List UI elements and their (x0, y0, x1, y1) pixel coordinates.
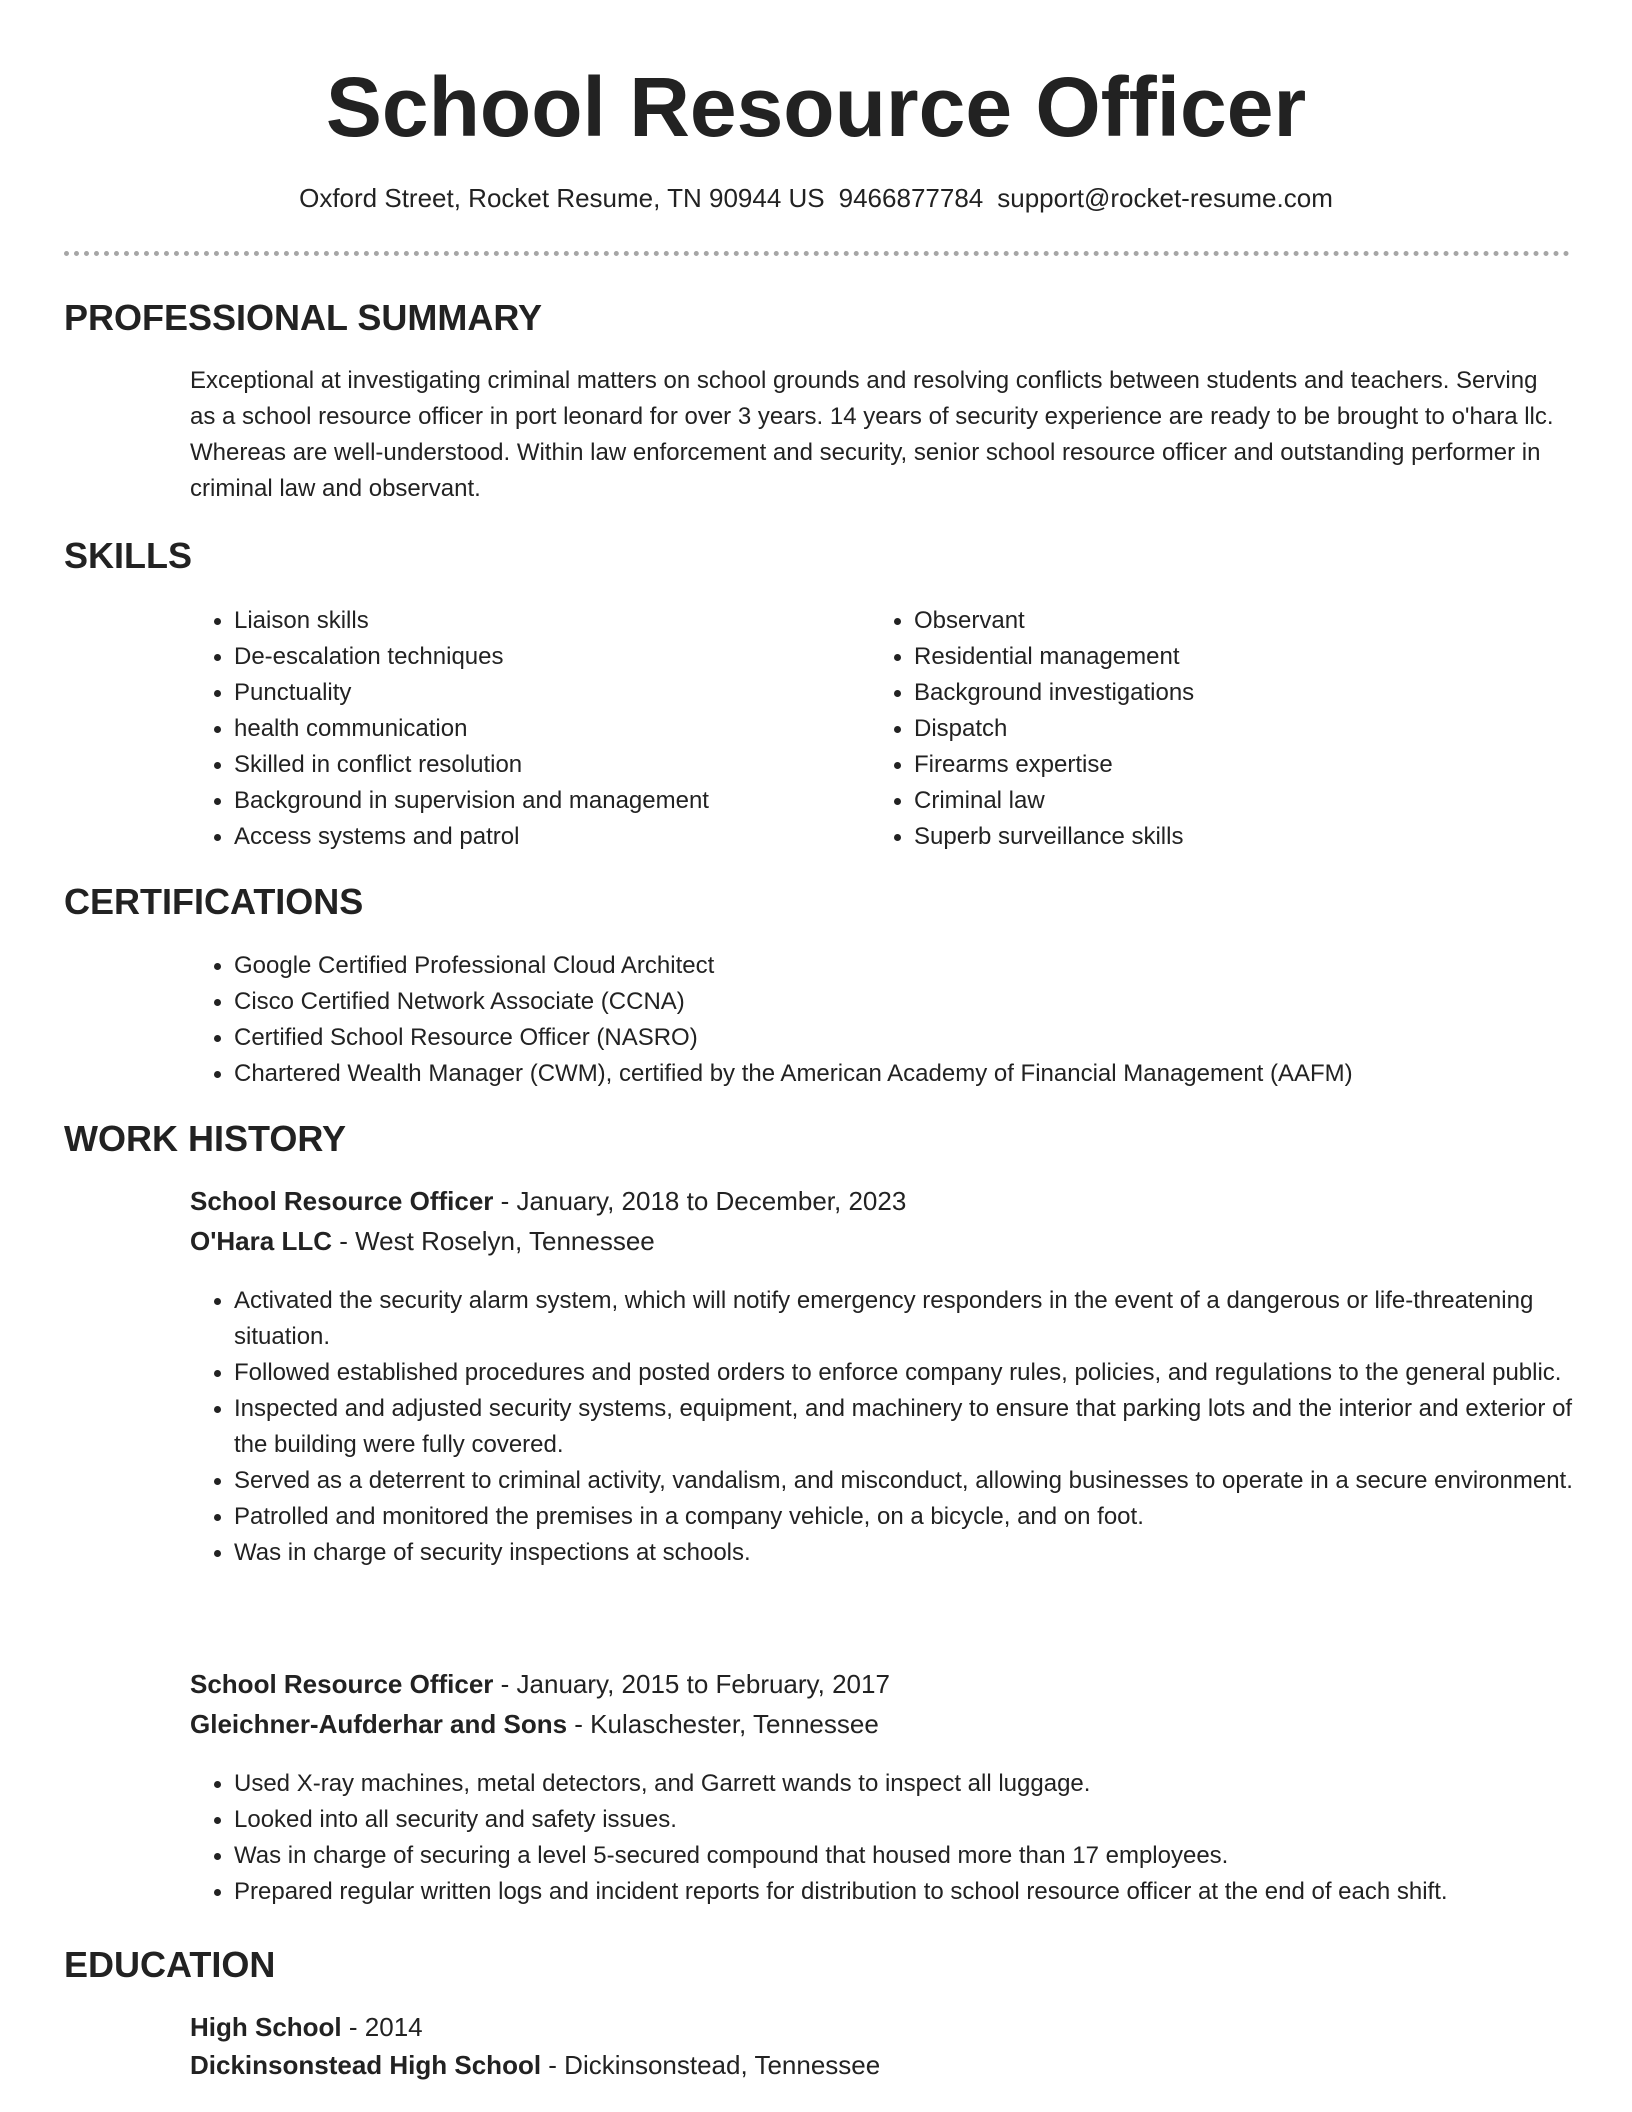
skill-item: • Liaison skills (234, 603, 854, 639)
skills-list-left (190, 603, 854, 855)
skill-item: • Dispatch (914, 711, 1534, 747)
job-bullet: • Used X-ray machines, metal detectors, and Garrett wands to inspect all luggage. (234, 1766, 1604, 1802)
skill-item: • Background in supervision and management (234, 783, 854, 819)
job-bullet: • Prepared regular written logs and incident reports for distribution to school resource officer at the end of each shift. (234, 1874, 1604, 1910)
job-company: O'Hara LLC (190, 1226, 332, 1256)
job-title-line (190, 1666, 890, 1702)
header-divider (64, 251, 1570, 256)
certifications-list (190, 948, 1604, 1092)
job-bullet: • Served as a deterrent to criminal activity, vandalism, and misconduct, allowing businesses to operate in a secure environment. (234, 1463, 1604, 1499)
certifications-heading: CERTIFICATIONS (64, 881, 364, 922)
resume-name: School Resource Officer (325, 60, 1307, 154)
education-heading: EDUCATION (64, 1944, 276, 1985)
skill-item: • Observant (914, 603, 1534, 639)
skill-item: • health communication (234, 711, 854, 747)
skill-item: • Superb surveillance skills (914, 819, 1534, 855)
job-bullet: • Looked into all security and safety issues. (234, 1802, 1604, 1838)
education-location: - Dickinsonstead, Tennessee (541, 2050, 881, 2080)
job-bullet: • Was in charge of security inspections at schools. (234, 1535, 1604, 1571)
skill-item: • Criminal law (914, 783, 1534, 819)
skills-list-right (870, 603, 1534, 855)
education-degree: High School (190, 2012, 342, 2042)
job-company: Gleichner-Aufderhar and Sons (190, 1709, 568, 1739)
skills-heading: SKILLS (64, 535, 193, 576)
certification-item: • Cisco Certified Network Associate (CCNA) (234, 984, 1604, 1020)
education-school-line (190, 2047, 880, 2083)
skill-item: • De-escalation techniques (234, 639, 854, 675)
job-bullet: • Activated the security alarm system, which will notify emergency responders in the event of a dangerous or life-threatening situation. (234, 1283, 1604, 1355)
contact-line (0, 180, 1632, 216)
job-location: - Kulaschester, Tennessee (567, 1709, 879, 1739)
contact-address: Oxford Street, Rocket Resume, TN 90944 US (299, 183, 825, 213)
job-bullets (190, 1766, 1604, 1910)
work-history-heading: WORK HISTORY (64, 1118, 347, 1159)
job-company-line (190, 1706, 879, 1742)
job-title-line (190, 1183, 906, 1219)
job-role: School Resource Officer (190, 1186, 494, 1216)
job-dates: - January, 2015 to February, 2017 (493, 1669, 890, 1699)
job-bullets (190, 1283, 1604, 1571)
job-bullet: • Patrolled and monitored the premises in a company vehicle, on a bicycle, and on foot. (234, 1499, 1604, 1535)
job-dates: - January, 2018 to December, 2023 (493, 1186, 907, 1216)
certification-item: • Google Certified Professional Cloud Architect (234, 948, 1604, 984)
skill-item: • Punctuality (234, 675, 854, 711)
skill-item: • Residential management (914, 639, 1534, 675)
skill-item: • Skilled in conflict resolution (234, 747, 854, 783)
job-bullet: • Inspected and adjusted security systems, equipment, and machinery to ensure that parking lots and the interior and exterior of the building were fully covered. (234, 1391, 1604, 1463)
job-bullet: • Followed established procedures and posted orders to enforce company rules, policies, and regulations to the general public. (234, 1355, 1604, 1391)
summary-heading: PROFESSIONAL SUMMARY (64, 297, 543, 338)
contact-email: support@rocket-resume.com (997, 183, 1333, 213)
contact-phone: 9466877784 (838, 183, 984, 213)
job-bullet: • Was in charge of securing a level 5-secured compound that housed more than 17 employees. (234, 1838, 1604, 1874)
skill-item: • Firearms expertise (914, 747, 1534, 783)
education-year: - 2014 (341, 2012, 423, 2042)
certification-item: • Certified School Resource Officer (NASRO) (234, 1020, 1604, 1056)
job-company-line (190, 1223, 655, 1259)
summary-text: Exceptional at investigating criminal matters on school grounds and resolving conflicts between students and teachers. Serving as a school resource officer in port leonard for over 3 years. 14 years of security experience are ready to be brought to o'hara llc. Whereas are well-understood. Within law enforcement and security, senior school resource officer and outstanding performer in criminal law and observant. (190, 367, 1554, 502)
skill-item: • Background investigations (914, 675, 1534, 711)
education-degree-line (190, 2009, 423, 2045)
education-school: Dickinsonstead High School (190, 2050, 542, 2080)
job-location: - West Roselyn, Tennessee (331, 1226, 655, 1256)
skill-item: • Access systems and patrol (234, 819, 854, 855)
job-role: School Resource Officer (190, 1669, 494, 1699)
certification-item: • Chartered Wealth Manager (CWM), certified by the American Academy of Financial Management (AAFM) (234, 1056, 1604, 1092)
